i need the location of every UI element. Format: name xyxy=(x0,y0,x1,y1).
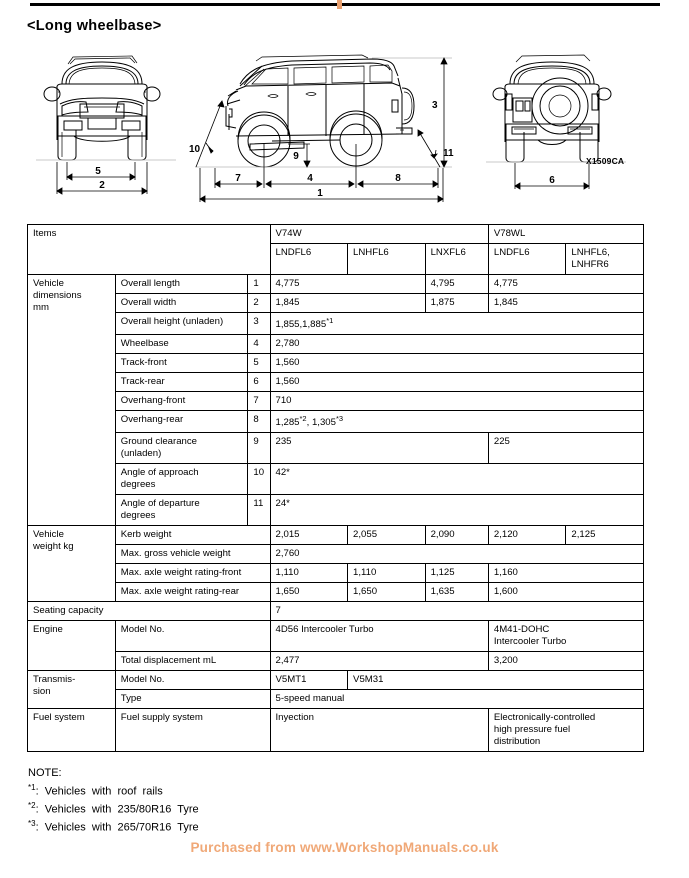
group-vehicle-weight xyxy=(28,526,116,602)
row-no-track-front: 5 xyxy=(248,354,270,373)
cell-displacement-v74w: 2,477 xyxy=(270,652,488,671)
front-callout-5 xyxy=(67,162,135,180)
table-row xyxy=(28,354,644,373)
overall-height-value: 1,855,1,885 xyxy=(275,319,327,331)
row-label-track-front: Track-front xyxy=(115,354,248,373)
row-no-overall-height: 3 xyxy=(248,312,270,334)
cell-kerb-weight-c4: 2,120 xyxy=(488,526,566,545)
cell-overall-length-v74w-lndfl6: 4,775 xyxy=(270,274,425,293)
header-col-lnhfl6-v74w: LNHFL6 xyxy=(348,243,426,274)
cell-engine-model-v78wl xyxy=(488,621,643,652)
header-col-lndfl6-v74w: LNDFL6 xyxy=(270,243,348,274)
note-2-mark: *2 xyxy=(28,800,36,810)
cell-overall-width-v74w-lndfl6: 1,845 xyxy=(270,293,425,312)
figure-svg xyxy=(0,44,689,216)
row-label-wheelbase: Wheelbase xyxy=(115,335,248,354)
row-label-kerb-weight: Kerb weight xyxy=(115,526,270,545)
side-callout-11 xyxy=(418,130,440,167)
row-label-angle-of-approach xyxy=(115,464,248,495)
vehicle-dimension-figure xyxy=(0,44,689,216)
table-row xyxy=(28,621,644,652)
cell-overall-width-v78wl: 1,845 xyxy=(488,293,643,312)
side-callout-10 xyxy=(196,101,224,167)
cell-displacement-v78wl: 3,200 xyxy=(488,652,643,671)
table-row xyxy=(28,670,644,689)
callout-label-overall-length: 1 xyxy=(317,188,323,199)
callout-label-overall-height: 3 xyxy=(432,100,438,111)
row-label-track-rear: Track-rear xyxy=(115,373,248,392)
table-row xyxy=(28,312,644,334)
cell-seating-capacity: 7 xyxy=(270,602,644,621)
note-1-text: : Vehicles with roof rails xyxy=(35,785,163,798)
rear-view-illustration xyxy=(486,55,626,162)
cell-overall-length-v74w-lnxfl6: 4,795 xyxy=(425,274,488,293)
row-label-engine-model-no: Model No. xyxy=(115,621,270,652)
fuel-supply-v78wl-line1: Electronically-controlled xyxy=(493,711,596,723)
cell-max-gross-vehicle-weight: 2,760 xyxy=(270,545,644,564)
cell-transmission-type: 5-speed manual xyxy=(270,689,644,708)
row-label-overall-width: Overall width xyxy=(115,293,248,312)
cell-overhang-rear xyxy=(270,411,644,433)
cell-wheelbase: 2,780 xyxy=(270,335,644,354)
callout-label-wheelbase: 4 xyxy=(307,173,313,184)
row-label-transmission-model-no: Model No. xyxy=(115,670,270,689)
note-2-text: : Vehicles with 235/80R16 Tyre xyxy=(35,803,199,816)
group-vehicle-dimensions xyxy=(28,274,116,525)
callout-label-overhang-rear: 8 xyxy=(395,173,401,184)
row-label-overhang-front: Overhang-front xyxy=(115,392,248,411)
callout-label-angle-departure: 11 xyxy=(443,148,454,159)
group-dimensions-line2: dimensions xyxy=(33,289,82,301)
cell-overhang-front: 710 xyxy=(270,392,644,411)
row-no-ground-clearance: 9 xyxy=(248,433,270,464)
row-label-axle-rating-rear: Max. axle weight rating-rear xyxy=(115,583,270,602)
engine-model-v78wl-line1: 4M41-DOHC xyxy=(493,624,550,636)
callout-label-overall-width: 2 xyxy=(99,180,105,191)
angle-approach-label-line2: degrees xyxy=(120,479,156,491)
side-view-illustration xyxy=(195,55,452,167)
cell-fuel-supply-v74w: Inyection xyxy=(270,708,488,751)
cell-kerb-weight-c1: 2,015 xyxy=(270,526,348,545)
cell-axle-front-c2: 1,110 xyxy=(348,564,426,583)
top-orange-mark xyxy=(337,0,342,9)
note-1-mark: *1 xyxy=(28,782,36,792)
cell-track-front: 1,560 xyxy=(270,354,644,373)
row-label-seating-capacity: Seating capacity xyxy=(28,602,271,621)
header-col-lnhfl6-lnhfr6-v78wl xyxy=(566,243,644,274)
row-no-angle-of-approach: 10 xyxy=(248,464,270,495)
cell-axle-rear-c4: 1,600 xyxy=(488,583,643,602)
ground-clearance-label-line1: Ground clearance xyxy=(120,436,198,448)
cell-engine-model-v74w: 4D56 Intercooler Turbo xyxy=(270,621,488,652)
header-group-v78wl: V78WL xyxy=(488,225,643,244)
figure-reference-code: X1509CA xyxy=(586,156,625,166)
row-label-overall-length: Overall length xyxy=(115,274,248,293)
row-label-angle-of-departure xyxy=(115,495,248,526)
cell-axle-rear-c1: 1,650 xyxy=(270,583,348,602)
cell-angle-of-departure: 24* xyxy=(270,495,644,526)
notes-heading: NOTE: xyxy=(28,767,62,779)
overhang-rear-note-b: *3 xyxy=(335,414,344,424)
cell-angle-of-approach: 42* xyxy=(270,464,644,495)
table-row xyxy=(28,652,644,671)
callout-label-ground-clearance: 9 xyxy=(293,151,299,162)
note-1 xyxy=(28,782,199,800)
row-no-overall-width: 2 xyxy=(248,293,270,312)
cell-axle-front-c3: 1,125 xyxy=(425,564,488,583)
page-title: <Long wheelbase> xyxy=(27,18,162,34)
group-weight-line1: Vehicle xyxy=(33,529,64,541)
cell-ground-clearance-v74w: 235 xyxy=(270,433,488,464)
row-no-wheelbase: 4 xyxy=(248,335,270,354)
purchase-watermark: Purchased from www.WorkshopManuals.co.uk xyxy=(190,840,499,855)
header-col5-line2: LNHFR6 xyxy=(571,258,609,270)
table-row xyxy=(28,583,644,602)
header-items: Items xyxy=(28,225,271,275)
cell-ground-clearance-v78wl: 225 xyxy=(488,433,643,464)
cell-kerb-weight-c2: 2,055 xyxy=(348,526,426,545)
header-col-lnxfl6-v74w: LNXFL6 xyxy=(425,243,488,274)
table-row xyxy=(28,495,644,526)
note-3-text: : Vehicles with 265/70R16 Tyre xyxy=(35,821,199,834)
row-label-max-gross-vehicle-weight: Max. gross vehicle weight xyxy=(115,545,270,564)
row-no-track-rear: 6 xyxy=(248,373,270,392)
cell-axle-front-c1: 1,110 xyxy=(270,564,348,583)
cell-track-rear: 1,560 xyxy=(270,373,644,392)
cell-kerb-weight-c3: 2,090 xyxy=(425,526,488,545)
row-label-axle-rating-front: Max. axle weight rating-front xyxy=(115,564,270,583)
engine-model-v78wl-line2: Intercooler Turbo xyxy=(493,636,567,648)
overhang-rear-value-b: , 1,305 xyxy=(306,417,336,429)
table-row xyxy=(28,689,644,708)
row-no-overhang-front: 7 xyxy=(248,392,270,411)
note-3-mark: *3 xyxy=(28,819,36,829)
table-row xyxy=(28,526,644,545)
overall-height-note-mark: *1 xyxy=(326,315,334,325)
table-row xyxy=(28,274,644,293)
cell-overall-length-v78wl: 4,775 xyxy=(488,274,643,293)
side-callout-9 xyxy=(288,144,310,167)
front-view-illustration xyxy=(36,56,176,160)
cell-fuel-supply-v78wl xyxy=(488,708,643,751)
row-no-overall-length: 1 xyxy=(248,274,270,293)
note-2 xyxy=(28,800,199,818)
table-row xyxy=(28,293,644,312)
note-3 xyxy=(28,818,199,836)
header-group-v74w: V74W xyxy=(270,225,488,244)
page-top-rule xyxy=(30,3,660,6)
cell-transmission-model-c1: V5MT1 xyxy=(270,670,348,689)
table-row xyxy=(28,464,644,495)
header-col-lndfl6-v78wl: LNDFL6 xyxy=(488,243,566,274)
cell-transmission-model-c2: V5M31 xyxy=(348,670,644,689)
row-label-overall-height: Overall height (unladen) xyxy=(115,312,248,334)
callout-label-overhang-front: 7 xyxy=(235,173,241,184)
cell-axle-front-c4: 1,160 xyxy=(488,564,643,583)
fuel-supply-v78wl-line3: distribution xyxy=(493,735,541,747)
angle-departure-label-line1: Angle of departure xyxy=(120,498,200,510)
cell-overall-width-v74w-lnxfl6: 1,875 xyxy=(425,293,488,312)
row-label-fuel-supply-system: Fuel supply system xyxy=(115,708,270,751)
cell-axle-rear-c3: 1,635 xyxy=(425,583,488,602)
callout-label-track-rear: 6 xyxy=(549,175,555,186)
callout-label-track-front: 5 xyxy=(95,166,101,177)
group-dimensions-line1: Vehicle xyxy=(33,277,64,289)
table-row xyxy=(28,392,644,411)
overhang-rear-value-a: 1,285 xyxy=(275,417,300,429)
group-weight-line2: weight kg xyxy=(33,541,74,553)
angle-approach-label-line1: Angle of approach xyxy=(120,467,199,479)
notes-block xyxy=(28,766,199,836)
callout-label-angle-approach: 10 xyxy=(189,144,201,155)
cell-kerb-weight-c5: 2,125 xyxy=(566,526,644,545)
specifications-table xyxy=(27,224,644,752)
cell-axle-rear-c2: 1,650 xyxy=(348,583,426,602)
table-row xyxy=(28,373,644,392)
table-row xyxy=(28,335,644,354)
cell-overall-height xyxy=(270,312,644,334)
table-row xyxy=(28,564,644,583)
overhang-rear-note-a: *2 xyxy=(299,414,307,424)
row-label-ground-clearance xyxy=(115,433,248,464)
ground-clearance-label-line2: (unladen) xyxy=(120,448,162,460)
group-fuel-system: Fuel system xyxy=(28,708,116,751)
row-label-transmission-type: Type xyxy=(115,689,270,708)
row-label-overhang-rear: Overhang-rear xyxy=(115,411,248,433)
table-row xyxy=(28,545,644,564)
group-dimensions-line3: mm xyxy=(33,301,49,313)
group-engine: Engine xyxy=(28,621,116,671)
row-no-angle-of-departure: 11 xyxy=(248,495,270,526)
angle-departure-label-line2: degrees xyxy=(120,510,156,522)
table-row xyxy=(28,411,644,433)
group-transmission-line2: sion xyxy=(33,685,51,697)
group-transmission xyxy=(28,670,116,708)
table-row xyxy=(28,602,644,621)
header-col5-line1: LNHFL6, xyxy=(571,246,610,258)
table-row xyxy=(28,708,644,751)
row-no-overhang-rear: 8 xyxy=(248,411,270,433)
table-header-row-1 xyxy=(28,225,644,244)
row-label-total-displacement: Total displacement mL xyxy=(115,652,270,671)
group-transmission-line1: Transmis- xyxy=(33,673,76,685)
table-row xyxy=(28,433,644,464)
fuel-supply-v78wl-line2: high pressure fuel xyxy=(493,723,571,735)
